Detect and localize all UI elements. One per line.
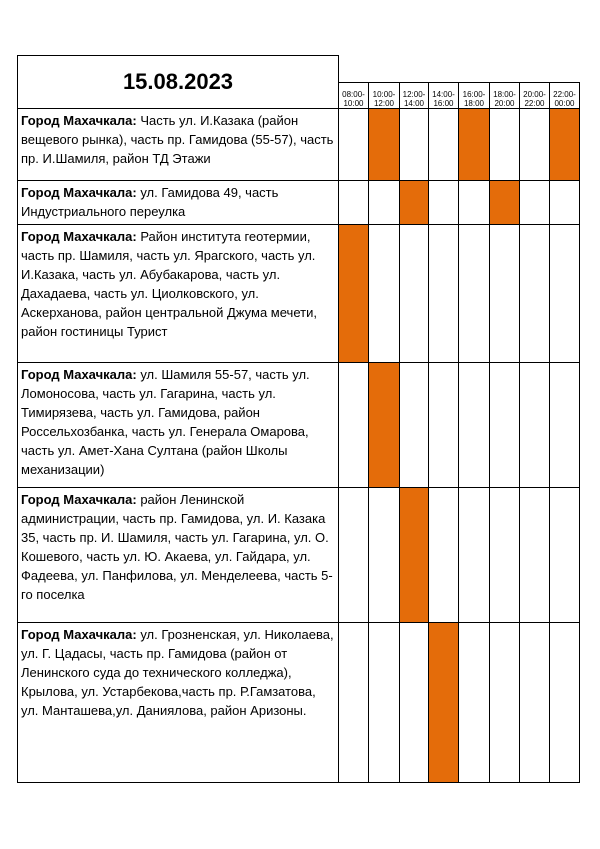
outage-slot-empty [490,488,520,623]
outage-row [18,225,580,363]
street-list: ул. Грозненская, ул. Николаева, ул. Г. Цадасы, часть пр. Гамидова (район от Ленинского суда до технического колледжа), Крылова, ул. Устарбекова,часть пр. Р.Гамзатова, ул. Манташева,ул. Даниялова, район Аризоны. [21,627,334,718]
time-slot-header: 22:00- 00:00 [550,82,580,108]
outage-slot-empty [550,623,580,783]
outage-row [18,181,580,225]
time-slot-header: 16:00- 18:00 [459,82,490,108]
outage-slot-active [369,109,400,181]
city-label: Город Махачкала: [21,367,137,382]
area-description [18,488,339,623]
outage-slot-empty [339,363,369,488]
schedule-date: 15.08.2023 [18,56,339,109]
area-description [18,623,339,783]
area-description [18,109,339,181]
outage-slot-empty [550,488,580,623]
outage-row [18,109,580,181]
outage-slot-empty [459,181,490,225]
time-slot-header: 20:00- 22:00 [520,82,550,108]
outage-slot-empty [520,488,550,623]
street-list: Район института геотермии, часть пр. Шамиля, часть ул. Ярагского, часть ул. И.Казака, часть ул. Абубакарова, часть ул. Дахадаева, часть ул. Циолковского, ул. Аскерханова, район центральной Джума мечети, район гостиницы Турист [21,229,317,339]
city-label: Город Махачкала: [21,492,137,507]
outage-slot-empty [520,225,550,363]
outage-row [18,488,580,623]
outage-slot-empty [369,623,400,783]
outage-slot-empty [550,225,580,363]
header-blank [339,56,580,83]
outage-slot-empty [339,109,369,181]
outage-row [18,363,580,488]
outage-slot-empty [339,488,369,623]
outage-slot-active [490,181,520,225]
outage-slot-empty [520,181,550,225]
area-description [18,225,339,363]
street-list: ул. Шамиля 55-57, часть ул. Ломоносова, часть ул. Гагарина, часть ул. Тимирязева, часть ул. Гамидова, район Россельхозбанка, часть ул. Генерала Омарова, часть ул. Амет-Хана Султана (район Школы механизации) [21,367,310,477]
outage-slot-empty [429,488,459,623]
outage-slot-empty [429,109,459,181]
time-slot-header: 08:00- 10:00 [339,82,369,108]
outage-slot-empty [520,109,550,181]
area-description [18,181,339,225]
outage-slot-empty [459,488,490,623]
time-slot-header: 12:00- 14:00 [400,82,429,108]
outage-slot-empty [520,363,550,488]
street-list: Часть ул. И.Казака (район вещевого рынка), часть пр. Гамидова (55-57), часть пр. И.Шамиля, район ТД Этажи [21,113,334,166]
outage-slot-empty [400,363,429,488]
outage-slot-empty [339,181,369,225]
outage-slot-empty [490,623,520,783]
city-label: Город Махачкала: [21,113,137,128]
outage-slot-active [369,363,400,488]
outage-slot-active [459,109,490,181]
city-label: Город Махачкала: [21,627,137,642]
outage-slot-empty [369,225,400,363]
outage-slot-empty [490,363,520,488]
outage-slot-empty [490,225,520,363]
outage-slot-empty [429,363,459,488]
outage-slot-active [339,225,369,363]
outage-slot-empty [369,181,400,225]
outage-slot-empty [459,225,490,363]
outage-slot-empty [429,225,459,363]
outage-slot-empty [400,623,429,783]
street-list: ул. Гамидова 49, часть Индустриального переулка [21,185,279,219]
outage-slot-empty [429,181,459,225]
outage-slot-empty [550,363,580,488]
time-slot-header: 10:00- 12:00 [369,82,400,108]
outage-slot-empty [339,623,369,783]
outage-slot-empty [459,363,490,488]
street-list: район Ленинской администрации, часть пр. Гамидова, ул. И. Казака 35, часть пр. И. Шамиля, часть ул. Гагарина, ул. О. Кошевого, часть ул. Ю. Акаева, ул. Гайдара, ул. Фадеева, ул. Панфилова, ул. Менделеева, часть 5-го поселка [21,492,333,602]
city-label: Город Махачкала: [21,185,137,200]
area-description [18,363,339,488]
outage-slot-empty [400,109,429,181]
outage-row [18,623,580,783]
outage-slot-active [550,109,580,181]
header-row [18,56,580,83]
outage-slot-active [400,488,429,623]
outage-slot-empty [400,225,429,363]
outage-slot-empty [550,181,580,225]
outage-slot-empty [490,109,520,181]
outage-slot-empty [459,623,490,783]
outage-slot-empty [369,488,400,623]
outage-slot-empty [520,623,550,783]
time-slot-header: 14:00- 16:00 [429,82,459,108]
outage-slot-active [400,181,429,225]
outage-slot-active [429,623,459,783]
outage-schedule-table [17,55,580,783]
city-label: Город Махачкала: [21,229,137,244]
time-slot-header: 18:00- 20:00 [490,82,520,108]
